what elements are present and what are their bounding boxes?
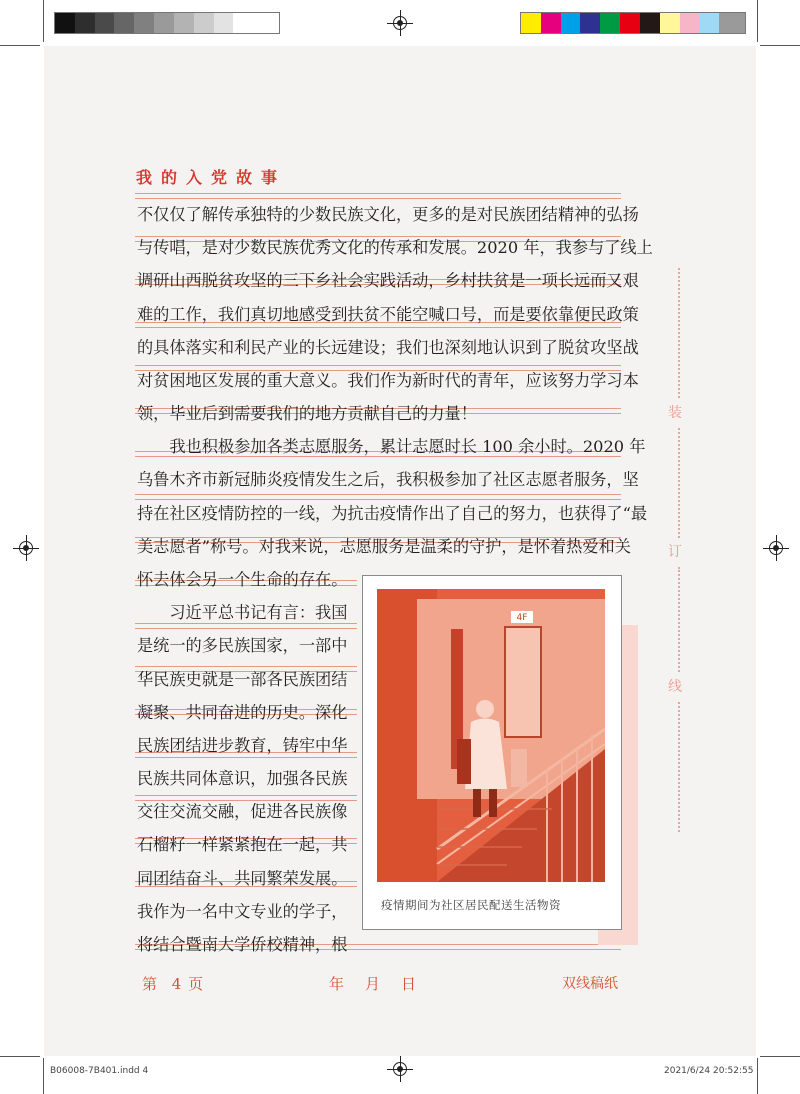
registration-mark-icon (391, 14, 409, 32)
registration-mark-icon (17, 539, 35, 557)
body-text-line: 民族团结进步教育，铸牢中华 (137, 736, 348, 755)
slug-timestamp: 2021/6/24 20:52:55 (664, 1066, 754, 1076)
footer-page-label (142, 973, 203, 994)
body-text-line: 石榴籽一样紧紧抱在一起，共 (137, 835, 348, 854)
body-text-line: 不仅仅了解传承独特的少数民族文化，更多的是对民族团结精神的弘扬 (137, 205, 639, 224)
crop-mark (43, 1058, 44, 1094)
body-text-line: 对贫困地区发展的重大意义。我们作为新时代的青年，应该努力学习本 (137, 371, 639, 390)
footer-day: 日 (401, 975, 417, 993)
binding-label: 装 (668, 405, 682, 421)
body-text-line: 难的工作，我们真切地感受到扶贫不能空喊口号，而是要依靠便民政策 (137, 305, 639, 324)
binding-dotted-line (678, 428, 680, 538)
body-text-line: 调研山西脱贫攻坚的三下乡社会实践活动，乡村扶贫是一项长远而又艰 (137, 271, 639, 290)
binding-dotted-line (678, 268, 680, 398)
body-text-line: 是统一的多民族国家，一部中 (137, 636, 348, 655)
body-text-line: 持在社区疫情防控的一线，为抗击疫情作出了自己的努力，也获得了“最 (137, 504, 648, 523)
body-text-line: 我也积极参加各类志愿服务，累计志愿时长 100 余小时。2020 年 (137, 437, 646, 456)
body-text-line: 我作为一名中文专业的学子， (137, 902, 348, 921)
page-number: 4 (171, 975, 182, 993)
body-text-line: 的具体落实和利民产业的长远建设；我们也深刻地认识到了脱贫攻坚战 (137, 338, 639, 357)
body-text-line: 美志愿者”称号。对我来说，志愿服务是温柔的守护，是怀着热爱和关 (137, 537, 631, 556)
body-text-line: 习近平总书记有言：我国 (137, 603, 348, 622)
grayscale-bar (54, 12, 280, 34)
body-text-line: 将结合暨南大学侨校精神，根 (137, 935, 348, 954)
body-text-line: 乌鲁木齐市新冠肺炎疫情发生之后，我积极参加了社区志愿者服务，坚 (137, 470, 639, 489)
slug-filename: B06008-7B401.indd 4 (50, 1066, 149, 1076)
body-text-line: 领，毕业后到需要我们的地方贡献自己的力量！ (137, 404, 477, 423)
footer-paper-type: 双线稿纸 (562, 976, 618, 992)
binding-label: 线 (668, 679, 682, 695)
body-text-line: 华民族史就是一部各民族团结 (137, 670, 348, 689)
volunteer-photo (377, 589, 605, 882)
crop-mark (760, 1056, 800, 1057)
crop-mark (757, 1058, 758, 1094)
photo-caption: 疫情期间为社区居民配送生活物资 (381, 898, 561, 912)
page-suffix: 页 (188, 975, 204, 993)
body-text-line: 民族共同体意识，加强各民族 (137, 769, 348, 788)
binding-dotted-line (678, 567, 680, 672)
footer-year: 年 (329, 975, 345, 993)
binding-label: 订 (668, 544, 682, 560)
page-header-title: 我的入党故事 (136, 168, 287, 187)
registration-mark-icon (767, 539, 785, 557)
binding-dotted-line (678, 702, 680, 832)
crop-mark (757, 0, 758, 42)
body-text-line: 同团结奋斗、共同繁荣发展。 (137, 869, 348, 888)
body-text-line: 凝聚、共同奋进的历史。深化 (137, 703, 348, 722)
body-text-line: 交往交流交融，促进各民族像 (137, 802, 348, 821)
crop-mark (0, 45, 40, 46)
svg-text:4F: 4F (516, 613, 528, 623)
registration-mark-icon (391, 1060, 409, 1078)
ruled-line (135, 795, 357, 801)
crop-mark (0, 1056, 40, 1057)
ruled-line (135, 623, 357, 629)
footer-month: 月 (365, 975, 381, 993)
crop-mark (760, 45, 800, 46)
body-text-line: 怀去体会另一个生命的存在。 (137, 570, 348, 589)
ruled-line (135, 193, 621, 199)
color-bar (520, 12, 746, 34)
crop-mark (43, 0, 44, 42)
page-prefix: 第 (142, 975, 158, 993)
ruled-line (135, 494, 621, 500)
body-text-line: 与传唱，是对少数民族优秀文化的传承和发展。2020 年，我参与了线上 (137, 238, 653, 257)
